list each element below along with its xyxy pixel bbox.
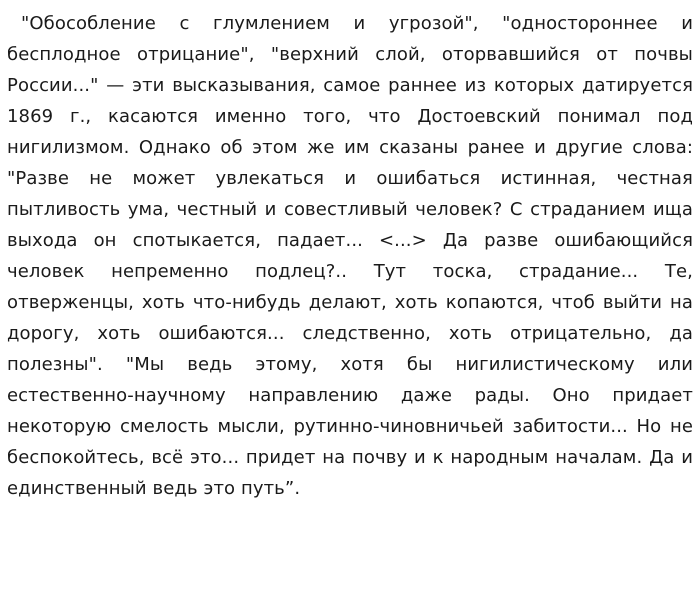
body-paragraph: "Обособление с глумлением и угрозой", "одностороннее и бесплодное отрицание", "верхний слой, оторвавшийся от почвы России..." — эти высказывания, самое раннее из которых датируется 1869 г., касаются именно того, что Достоевский понимал под нигилизмом. Однако об этом же им сказаны ранее и другие слова: "Разве не может увлекаться и ошибаться истинная, честная пытливость ума, честный и совестливый человек? С страданием ища выхода он спотыкается, падает... <...> Да разве ошибающийся человек непременно подлец?.. Тут тоска, страдание... Те, отверженцы, хоть что-нибудь делают, хоть копаются, чтоб выйти на дорогу, хоть ошибаются... следственно, хоть отрицательно, да полезны". "Мы ведь этому, хотя бы нигилистическому или естественно-научному направлению даже рады. Оно придает некоторую смелость мысли, рутинно-чиновничьей забитости... Но не беспокойтесь, всё это... придет на почву и к народным началам. Да и единственный ведь это путь”. (7, 13, 693, 499)
